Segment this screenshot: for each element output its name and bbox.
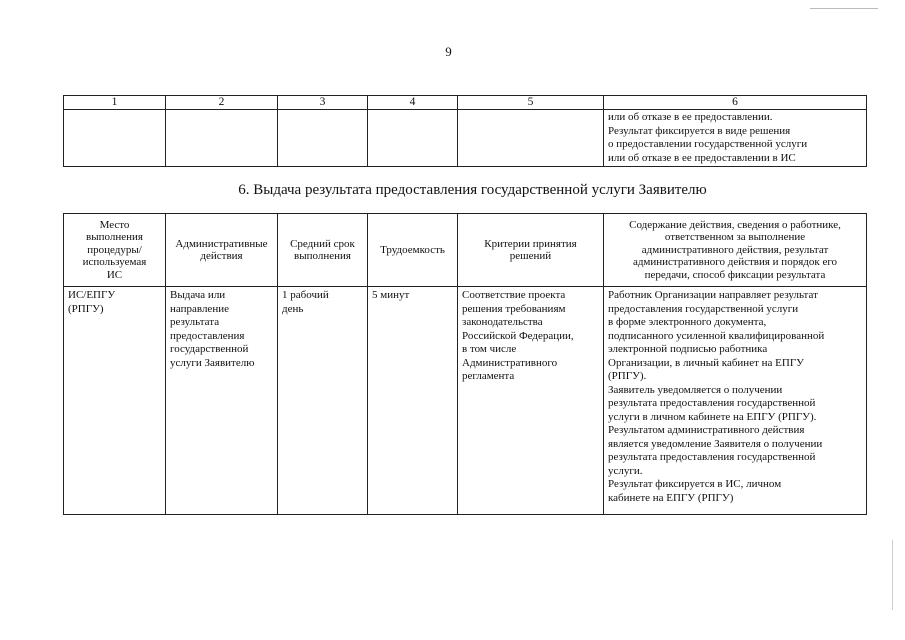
header-criteria: Критерии принятия решений — [458, 214, 604, 287]
table-cell — [166, 110, 278, 167]
header-effort: Трудоемкость — [368, 214, 458, 287]
column-number: 3 — [278, 96, 368, 110]
table-row — [64, 287, 867, 515]
page-number: 9 — [445, 44, 452, 59]
cell-action: Выдача или направление результата предоставления государственной услуги Заявителю — [166, 287, 278, 515]
table-cell — [64, 110, 166, 167]
scan-artifact-line — [810, 8, 878, 9]
table-cell — [368, 110, 458, 167]
scan-edge-mark — [892, 540, 893, 610]
table-cell-result-text: или об отказе в ее предоставлении. Результат фиксируется в виде решения о предоставлении государственной услуги или об отказе в ее предоставлении в ИС — [604, 110, 867, 167]
table-cell — [278, 110, 368, 167]
cell-term: 1 рабочий день — [278, 287, 368, 515]
table-header-row — [64, 214, 867, 287]
header-place: Место выполнения процедуры/ используемая ИС — [64, 214, 166, 287]
column-number: 6 — [604, 96, 867, 110]
column-number: 5 — [458, 96, 604, 110]
header-action: Административные действия — [166, 214, 278, 287]
cell-content: Работник Организации направляет результат предоставления государственной услуги в форме электронного документа, подписанного усиленной квалифицированной электронной подписью работника Организации, в личный кабинет на ЕПГУ (РПГУ). Заявитель уведомляется о получении результата предоставления государственной услуги в личном кабинете на ЕПГУ (РПГУ). Результатом административного действия является уведомление Заявителя о получении результата предоставления государственной услуги. Результат фиксируется в ИС, личном кабинете на ЕПГУ (РПГУ) — [604, 287, 867, 515]
column-number: 4 — [368, 96, 458, 110]
cell-criteria: Соответствие проекта решения требованиям законодательства Российской Федерации, в том числе Административного регламента — [458, 287, 604, 515]
column-number: 2 — [166, 96, 278, 110]
section-title: 6. Выдача результата предоставления государственной услуги Заявителю — [238, 182, 707, 198]
table-row — [64, 110, 867, 167]
cell-place: ИС/ЕПГУ (РПГУ) — [64, 287, 166, 515]
column-number: 1 — [64, 96, 166, 110]
procedure-table — [63, 213, 867, 515]
header-term: Средний срок выполнения — [278, 214, 368, 287]
column-number-row — [64, 96, 867, 110]
continuation-table — [63, 95, 867, 167]
cell-effort: 5 минут — [368, 287, 458, 515]
table-cell — [458, 110, 604, 167]
header-content: Содержание действия, сведения о работнике, ответственном за выполнение административного действия, результат административного действия и порядок его передачи, способ фиксации результата — [604, 214, 867, 287]
